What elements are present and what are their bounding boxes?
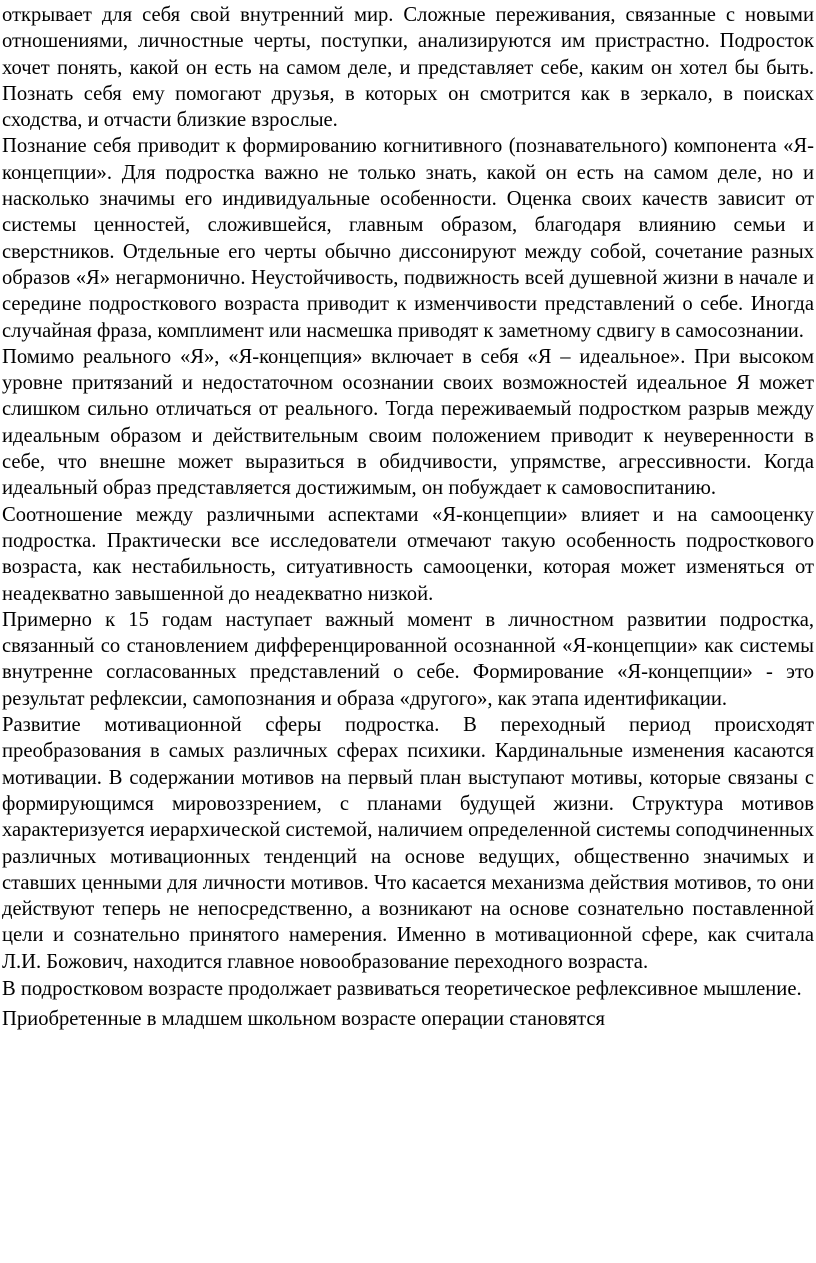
paragraph-inner-world: открывает для себя свой внутренний мир. Сложные переживания, связанные с новыми отношениями, личностные черты, поступки, анализируются им пристрастно. Подросток хочет понять, какой он есть на самом деле, и представляет себе, каким он хотел бы быть. Познать себя ему помогают друзья, в которых он смотрится как в зеркало, в поисках сходства, и отчасти близкие взрослые. — [2, 4, 814, 132]
paragraph-self-esteem: Соотношение между различными аспектами «Я-концепции» влияет и на самооценку подростка. Практически все исследователи отмечают такую особенность подросткового возраста, как нестабильность, ситуативность самооценки, которая может изменяться от неадекватно завышенной до неадекватно низкой. — [2, 503, 814, 605]
paragraph-motivation: Развитие мотивационной сферы подростка. В переходный период происходят преобразования в самых различных сферах психики. Кардинальные изменения касаются мотивации. В содержании мотивов на первый план выступают мотивы, которые связаны с формирующимся мировоззрением, с планами будущей жизни. Структура мотивов характеризуется иерархической системой, наличием определенной системы соподчиненных различных мотивационных тенденций на основе ведущих, общественно значимых и ставших ценными для личности мотивов. Что касается механизма действия мотивов, то они действуют теперь не непосредственно, а возникают на основе сознательно поставленной цели и сознательно принятого намерения. Именно в мотивационной сфере, как считала Л.И. Божович, находится главное новообразование переходного возраста. — [2, 714, 814, 973]
paragraph-ideal-self: Помимо реального «Я», «Я-концепция» включает в себя «Я – идеальное». При высоком уровне притязаний и недостаточном осознании своих возможностей идеальное Я может слишком сильно отличаться от реального. Тогда переживаемый подростком разрыв между идеальным образом и действительным своим положением приводит к неуверенности в себе, что внешне может выразиться в обидчивости, упрямстве, агрессивности. Когда идеальный образ представляется достижимым, он побуждает к самовоспитанию. — [2, 345, 814, 500]
paragraph-thinking: В подростковом возрасте продолжает развиваться теоретическое рефлексивное мышление. Приобретенные в младшем школьном возрасте операции становятся — [2, 977, 802, 1030]
paragraph-age-fifteen: Примерно к 15 годам наступает важный момент в личностном развитии подростка, связанный со становлением дифференцированной осознанной «Я-концепции» как системы внутренне согласованных представлений о себе. Формирование «Я-концепции» - это результат рефлексии, самопознания и образа «другого», как этапа идентификации. — [2, 608, 814, 710]
paragraph-self-knowledge: Познание себя приводит к формированию когнитивного (познавательного) компонента «Я-концепции». Для подростка важно не только знать, какой он есть на самом деле, но и насколько значимы его индивидуальные особенности. Оценка своих качеств зависит от системы ценностей, сложившейся, главным образом, благодаря влиянию семьи и сверстников. Отдельные его черты обычно диссонируют между собой, сочетание разных образов «Я» негармонично. Неустойчивость, подвижность всей душевной жизни в начале и середине подросткового возраста приводит к изменчивости представлений о себе. Иногда случайная фраза, комплимент или насмешка приводят к заметному сдвигу в самосознании. — [2, 135, 814, 342]
